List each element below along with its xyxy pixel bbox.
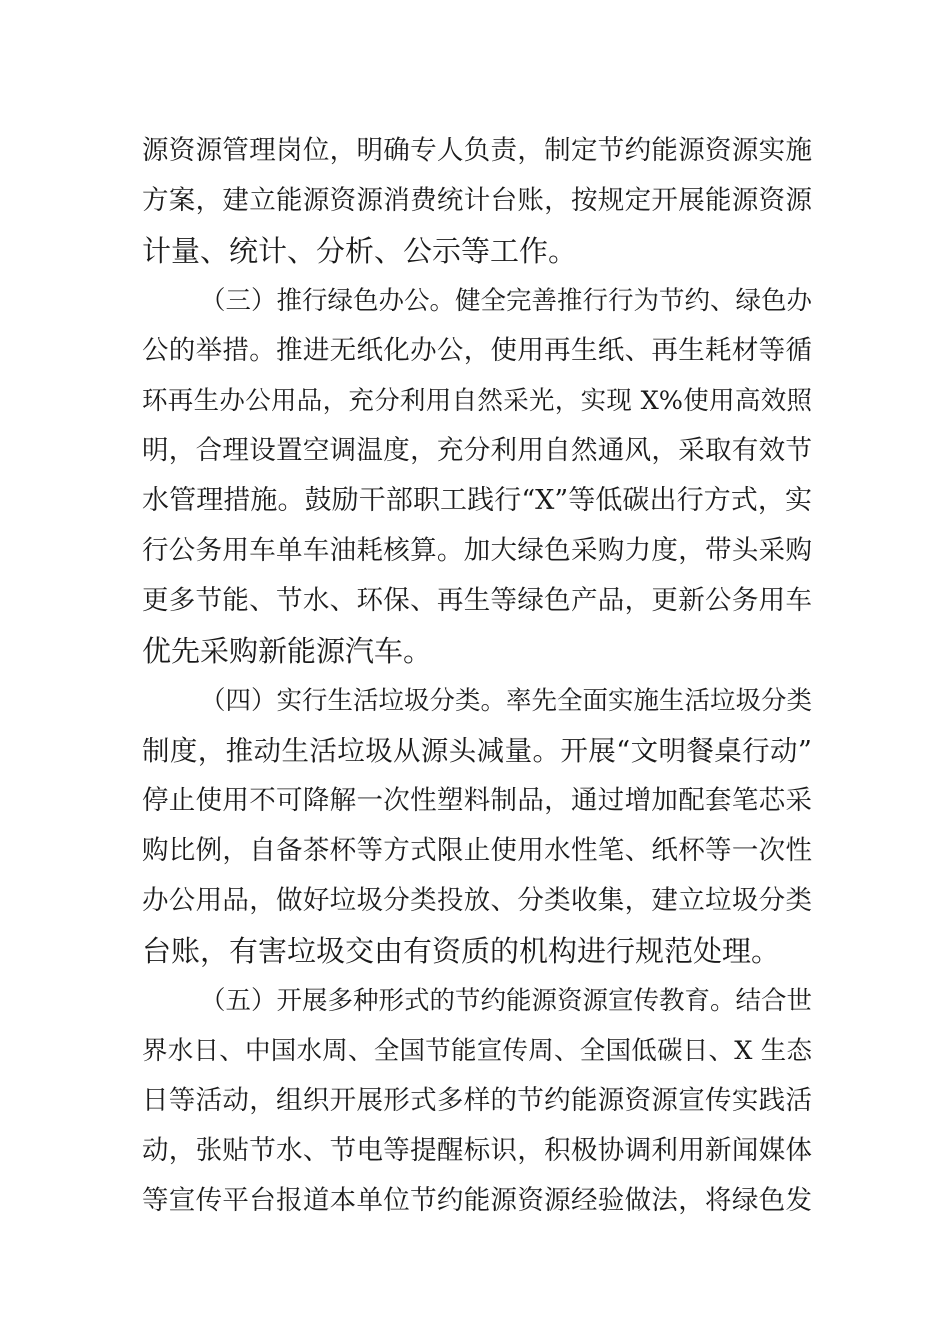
text-line: 购比例，自备茶杯等方式限止使用水性笔、纸杯等一次性 bbox=[142, 835, 812, 866]
text-line: 办公用品，做好垃圾分类投放、分类收集，建立垃圾分类 bbox=[142, 885, 812, 916]
text-line: 公的举措。推进无纸化办公，使用再生纸、再生耗材等循 bbox=[142, 335, 812, 366]
text-line: 明，合理设置空调温度，充分利用自然通风，采取有效节 bbox=[142, 435, 812, 466]
text-line: 计量、统计、分析、公示等工作。 bbox=[142, 234, 578, 268]
text-line: 动，张贴节水、节电等提醒标识，积极协调利用新闻媒体 bbox=[142, 1135, 812, 1166]
text-line: 停止使用不可降解一次性塑料制品，通过增加配套笔芯采 bbox=[142, 785, 812, 816]
text-line: 界水日、中国水周、全国节能宣传周、全国低碳日、X 生态 bbox=[142, 1036, 812, 1066]
section-heading-line: （三）推行绿色办公。健全完善推行行为节约、绿色办 bbox=[200, 286, 813, 316]
text-line: 水管理措施。鼓励干部职工践行“X”等低碳出行方式，实 bbox=[142, 485, 812, 516]
text-line: 优先采购新能源汽车。 bbox=[142, 634, 433, 668]
text-line: 方案，建立能源资源消费统计台账，按规定开展能源资源 bbox=[142, 185, 812, 216]
text-line: 制度，推动生活垃圾从源头减量。开展“文明餐桌行动” bbox=[142, 735, 812, 767]
section-heading-line: （四）实行生活垃圾分类。率先全面实施生活垃圾分类 bbox=[200, 686, 813, 716]
section-heading-line: （五）开展多种形式的节约能源资源宣传教育。结合世 bbox=[200, 986, 813, 1016]
text-line: 台账，有害垃圾交由有资质的机构进行规范处理。 bbox=[142, 934, 781, 968]
text-line: 日等活动，组织开展形式多样的节约能源资源宣传实践活 bbox=[142, 1085, 812, 1116]
text-line: 源资源管理岗位，明确专人负责，制定节约能源资源实施 bbox=[142, 135, 812, 166]
text-line: 更多节能、节水、环保、再生等绿色产品，更新公务用车 bbox=[142, 585, 812, 616]
text-line: 环再生办公用品，充分利用自然采光，实现 X%使用高效照 bbox=[142, 386, 812, 416]
text-line: 等宣传平台报道本单位节约能源资源经验做法，将绿色发 bbox=[142, 1185, 812, 1216]
text-line: 行公务用车单车油耗核算。加大绿色采购力度，带头采购 bbox=[142, 535, 812, 566]
